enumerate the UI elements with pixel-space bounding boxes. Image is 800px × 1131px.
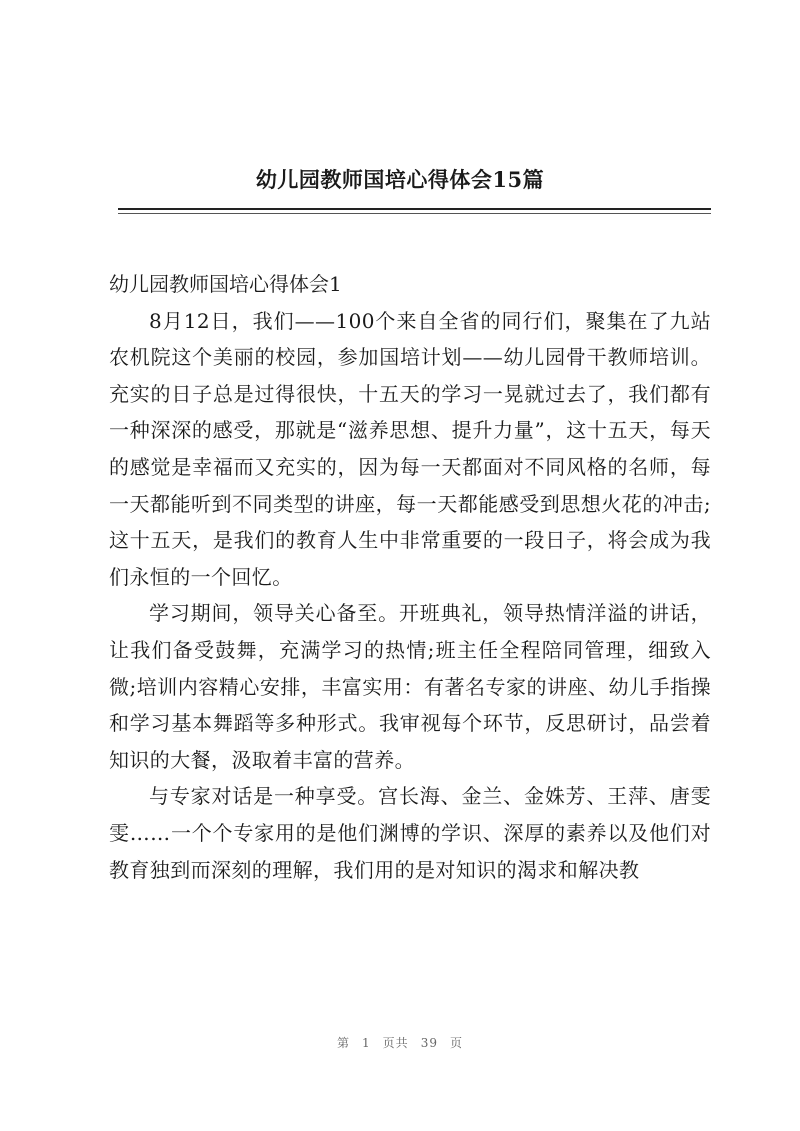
footer-pages-label: 页 [449, 1036, 463, 1050]
title-rule [118, 208, 711, 210]
paragraph-1: 8月12日，我们——100个来自全省的同行们，聚集在了九站农机院这个美丽的校园，参加国培计划——幼儿园骨干教师培训。充实的日子总是过得很快，十五天的学习一晃就过去了，我们都有一种深深的感受，那就是“滋养思想、提升力量”，这十五天，每天的感觉是幸福而又充实的，因为每一天都面对不同风格的名师，每一天都能听到不同类型的讲座，每一天都能感受到思想火花的冲击;这十五天，是我们的教育人生中非常重要的一段日子，将会成为我们永恒的一个回忆。 [109, 308, 711, 589]
document-title: 幼儿园教师国培心得体会15篇 [255, 167, 545, 192]
paragraph-3: 与专家对话是一种享受。宫长海、金兰、金姝芳、王萍、唐雯雯……一个个专家用的是他们渊博的学识、深厚的素养以及他们对教育独到而深刻的理解，我们用的是对知识的渴求和解决教 [109, 784, 711, 882]
footer-page-label: 第 [337, 1036, 351, 1050]
footer-of-label: 页共 [382, 1036, 409, 1050]
footer-total-pages: 39 [420, 1036, 438, 1050]
title-rule-thin [118, 213, 711, 214]
page-footer [0, 1034, 800, 1051]
section-heading: 幼儿园教师国培心得体会1 [109, 272, 342, 296]
footer-current-page: 1 [362, 1036, 371, 1050]
document-body [109, 266, 711, 888]
paragraph-2: 学习期间，领导关心备至。开班典礼，领导热情洋溢的讲话，让我们备受鼓舞，充满学习的热情;班主任全程陪同管理，细致入微;培训内容精心安排，丰富实用：有著名专家的讲座、幼儿手指操和学习基本舞蹈等多种形式。我审视每个环节，反思研讨，品尝着知识的大餐，汲取着丰富的营养。 [109, 601, 711, 772]
